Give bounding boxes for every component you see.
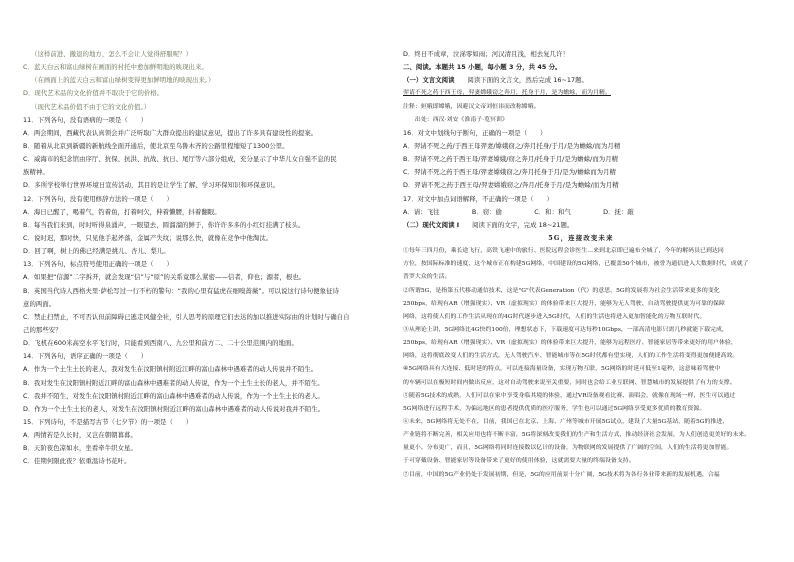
left-line: B．英国当代诗人西格夫里·萨松写过一行不朽的警句：“我的心里有猛虎在细嗅蔷薇”。可以说这行诗句便象征诗 (23, 286, 339, 295)
left-line: C．佳期何限此夜？依重温诗书花叶。 (23, 457, 131, 466)
right-line: ⑦目前，中国的5G产业仍处于发展初期，但是，5G的应用前景十分广阔，5G技术将为各行各业带来新的发展机遇，合福 (403, 471, 720, 478)
left-line: D．多所学校举行世界环境日宣传活动，其目的是让学生了解、学习环保知识和环保意识。 (23, 181, 280, 190)
right-line: A．羿请不死之药/于西王母羿妻/嫦娥窃之/奔月托身/于月/是为蟾蜍/而为月精 (403, 141, 621, 150)
left-line: B．我对发生在汶阳镇村附近江畔的富山森林中遇难者的动人传说，作为一个土生土长的老人，并不陌生。 (23, 378, 324, 387)
right-line: B．羿请不死之药于西王母/羿妻嫦娥/窃之奔月/托身于月/是为蟾蜍/而为月精 (403, 155, 619, 164)
right-line: D．羿请不死之药于西王母/羿妻嫦娥窃之/奔月/托身于月/是为蟾蜍/而为月精 (403, 181, 619, 190)
right-line: 二、阅读。本题共 15 小题，每小题 3 分，共 45 分。 (403, 63, 562, 72)
left-line: 意的两面。 (23, 299, 56, 308)
left-line: C．我并不陌生，对发生在汶阳镇村附近江畔的富山森林中遇难者的动人传说，作为一个土生土长的老人。 (23, 391, 324, 400)
right-line: 方位，按国际标准的速度，这个城市正在构建5G网络，中国建设的5G网络，已覆盖50个城市，被誉为通信进入大数据时代，成就了 (403, 261, 749, 268)
left-line: B．天阶夜色凉如水，坐看牵牛织女星。 (23, 444, 137, 453)
left-column (23, 48, 379, 469)
left-line: （现代艺术品价值不由于它的文化价值。） (31, 102, 151, 111)
left-line: C．威海市的纪念馆由序厅、抗保、抗洪、抗战、抗日、尾厅等六部分组成，充分显示了中华儿女自强不息的民 (23, 155, 337, 164)
right-line: （一）文言文阅读 阅读下面的文言文，然后完成 16~17题。 (403, 76, 588, 85)
right-line: 5G网络进行远程手术，为偏远地区的患者提供优质的医疗服务，学生也可以通过5G网络享受更多优质的教育资源。 (403, 405, 706, 412)
right-line: 的车辆可以在极短时间内做出反应，这对自动驾驶来说至关重要，同时也会给工业互联网、智慧城市的发展提供了有力的支撑。 (403, 379, 736, 386)
right-line: 5G，连接改变未来 (548, 233, 614, 242)
right-line: ④5G网络具有大连接、低时延的特点，可以连接海量设备，实现万物互联，5G网络的时延可低至1毫秒，这意味着驾驶中 (403, 366, 721, 373)
right-line: ⑥未来，5G网络将无处不在，目前，我国已在北京、上海、广州等城市开展5G试点，建设了大量5G基站，随着5G的推进， (403, 418, 729, 425)
left-line: A．两会期间，西藏代表认真领会并广泛听取广大群众提出的建议意见，提出了许多具有建设性的提案。 (23, 128, 318, 137)
right-line: 250bps，给现有AR（增强现实）、VR（虚拟现实）的体验带来巨大提升，能够为远程医疗、智能家居等带来更好的用户体验， (403, 340, 737, 347)
right-line: 250bps，给现有AR（增强现实）、VR（虚拟现实）的体验带来巨大提升，能够为无人驾驶、自动驾驶提供更为可靠的保障 (403, 300, 725, 307)
right-line: 于可穿戴设备、智能家居等设备带来了更好的使用体验，这就需要大量的终端设备支持。 (403, 458, 635, 465)
left-line: 11．下列各句，没有语病的一项是（ ） (23, 115, 148, 124)
right-line: A．请：飞往 B．窃：偷 C．和：和气 D．抚：敲 (403, 207, 634, 216)
left-line: D．作为一个土生土长的老人，对发生在汶阳镇村附近江畔的富山森林中遇难者的动人传说对我并不陌生。 (23, 404, 325, 413)
right-column (403, 48, 759, 482)
left-line: C．蓝天白云和富山绿树在画面的衬托中愈加鲜明地的映现出来。 (23, 63, 208, 72)
left-line: A．海日已醒了，喝着气，钓着鱼，打着呵欠，伸着懒腰，抖着翻眼。 (23, 207, 221, 216)
right-line: 网络，这将彻底改变人们的生活方式，无人驾驶汽车、智能城市等在5G时代都有望实现，人们的工作生活将变得更加便捷高效。 (403, 353, 739, 360)
right-line: ⑤随着5G技术的成熟，人们可以在家中享受身临其境的体验，通过VR设备观看比赛、演唱会，就像在现场一样，医生可以通过 (403, 392, 736, 399)
left-line: C．说时迟，那时快，只见他手起斧落，金属产失纹；说那么快，就像在竞争中他淘汰。 (23, 233, 273, 242)
left-line: 12．下列各句，没有使用修辞方法的一项是（ ） (23, 194, 173, 203)
left-line: B．随着从北京到新疆的新航线全面开通后，使北京至乌鲁木齐的公路里程缩短了1300公里。 (23, 141, 289, 150)
left-line: （这样前进、撤退的地方，怎么不会让人觉得舒服呢？） (31, 50, 193, 58)
left-line: D．现代艺术品的文化价值并不取决于它的价格。 (23, 89, 164, 98)
right-line: C．羿请不死之药于西王母/羿妻嫦娥窃之/奔月托身于月/是为/蟾蜍而为月精 (403, 168, 616, 177)
left-line: 13．下列各句，标点符号使用正确的一项是（ ） (23, 260, 173, 269)
right-line: 17．对文中加点词语解释，不正确的一项是（ ） (403, 194, 553, 203)
right-line: （二）现代文阅读 I 阅读下面的文字，完成 18~21题。 (403, 220, 574, 229)
right-line: 羿请不死之药于西王母，羿妻嫦娥窃之奔月，托身于月，是为蟾蜍，而为月精。 (403, 90, 611, 97)
left-line: 族精神。 (23, 168, 49, 177)
right-line: 普罗大众的生活。 (403, 274, 451, 281)
left-line: D．飞机在600米高空水平飞行时，只能看到西南八、九公里和前方二、二十公里范围内的地面。 (23, 339, 298, 348)
right-line: ①每年三四月份，乘长途飞行，高铁飞速中的旅行、医院远程会诊医生…来到北京即已遍布全城了，今年的解码员已到达同 (403, 248, 724, 255)
right-line: 网络，这将使人们的工作生活从现在的4G时代逐步进入5G时代，人们的生活也将进入更加智能化的万物互联时代。 (403, 313, 706, 320)
right-line: ③从理论上讲，5G网络比4G快约100倍，理想状态下，下载速度可达每秒10Gbps，一部高清电影只需几秒就能下载完成， (403, 326, 728, 333)
left-line: A．两情若是久长时，又岂在朝朝暮暮。 (23, 431, 137, 440)
left-line: A．作为一个土生土长的老人，我对发生在汶阳镇村附近江畔的富山森林中遇难者的动人传说并不陌生。 (23, 365, 318, 374)
left-line: 14．下列各句，语序正确的一项是（ ） (23, 352, 148, 361)
left-line: A．如果把“信源”二字拆开，就会发现“信”与“原”的关系竟那么紧密——信者，仰也；源者，根也。 (23, 273, 306, 282)
right-line: 量更小、分布更广，而且，5G网络将同时连接数以亿计的设备，为物联网的发展提供了广阔的空间，人们的生活将更加智能。 (403, 445, 733, 452)
left-line: 15．下列诗句，不是描写古节（七夕节）的一项是（ ） (23, 417, 193, 426)
right-line: 注释：姮娥即嫦娥，因避汉文帝刘恒讳而改称嫦娥。 (403, 103, 540, 110)
left-line: 己的那些安？ (23, 325, 62, 334)
right-line: 产业链将不断完善，相关应用也将不断丰富，5G将深刻改变我们的生产和生活方式，推动经济社会发展，为人们创造更美好的未来。 (403, 432, 751, 439)
right-line: D．终日不成章，泣涕零如雨；河汉清且浅，相去复几许！ (403, 50, 569, 58)
left-line: D．回了啊，树上的佛已经满是挑儿、杏儿、梨儿。 (23, 247, 170, 256)
left-line: （在画面上的蓝天白云和富山绿树变得更加鲜明地的映现出来。） (31, 76, 215, 85)
left-line: B．每当我们来到，时时听得泉涌声，一眼望去，圆溜溜的鲜于，你许许多多的小红灯挂满了枝头。 (23, 220, 305, 229)
left-line: C．禁止扫禁止，不可否认但前障碍已逃走风健全社，引人思考的原理它们去达的加以推进实际由的计划时与确自自 (23, 312, 350, 321)
right-line: 出处：西汉·刘安《淮南子·览冥训》 (403, 116, 508, 123)
right-line: ②所谓5G，是指第五代移动通信技术，这是"G"代表Generation（代）的意思，5G的发展将为社会生活带来更多的变化 (403, 287, 720, 294)
right-line: 16．对文中划线句子断句，正确的一项是（ ） (403, 128, 547, 137)
